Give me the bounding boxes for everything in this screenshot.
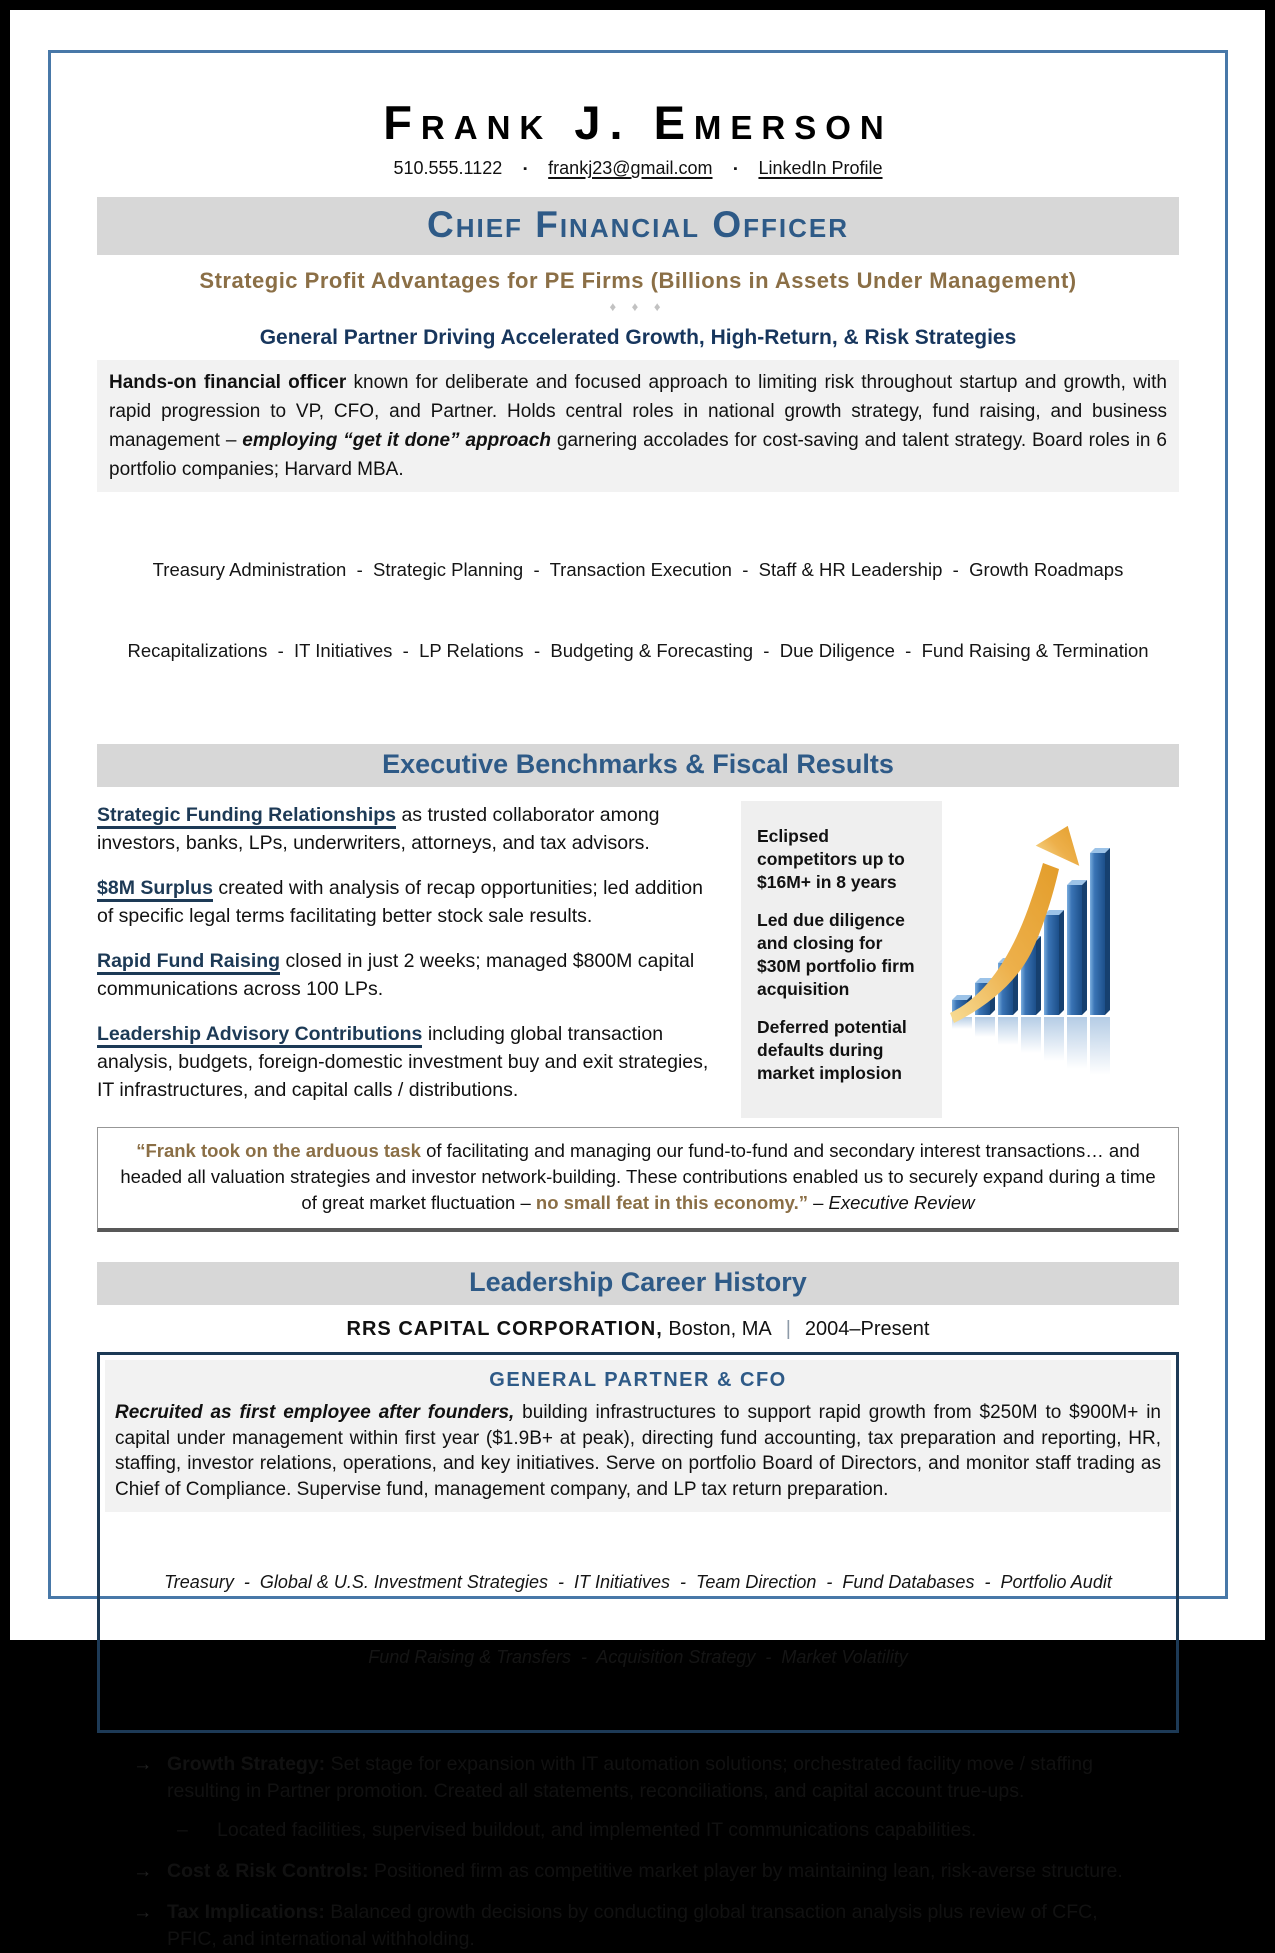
job-title-banner: Chief Financial Officer [97,197,1179,255]
testimonial-quote [97,1127,1179,1232]
highlights-sidebar [741,801,942,1118]
benchmark-item [97,947,715,1003]
bar-growth-arrow-icon [948,817,1120,1079]
summary-lead: Hands-on financial officer [109,372,347,393]
role-box [97,1352,1179,1733]
quote-attribution-dash: – [807,1192,829,1213]
bullet-item [133,1899,1145,1953]
bullet-label: Tax Implications: [167,1901,325,1923]
page-border-frame [48,50,1228,1950]
role-text-run: building infrastructures to support rapid growth from $250M to $900M+ in capital under management within first year ($1.9B+ at peak), directing fund accounting, tax preparation and reporting, HR, staffing, investor relations, operations, and key initiatives. Serve on portfolio Board of Directors, and monitor staff trading as Chief of Compliance. Supervise fund, management company, and LP tax return preparation. [115,1402,1161,1500]
summary-text-run: known for deliberate and focused approach to limiting risk throughout startup and growth, with rapid progression to VP, CFO, and Partner. Holds central roles in national growth strategy, fund raising, and business management – [109,372,1167,451]
benchmark-item [97,874,715,930]
benchmark-item-title: Strategic Funding Relationships [97,804,396,829]
role-keywords [105,1512,1171,1730]
company-location: Boston, MA [662,1318,772,1340]
role-keywords-line: Fund Raising & Transfers - Acquisition Strategy - Market Volatility [368,1647,908,1667]
bullet-item [133,1858,1145,1885]
role-description-zone [105,1360,1171,1512]
square-separator-icon: ▪ [523,163,528,175]
diamonds-separator-icon: ♦ ♦ ♦ [609,299,667,314]
growth-chart-image [948,801,1120,1084]
summary-text-run: garnering accolades for cost-saving and talent strategy. Board roles in 6 portfolio companies; Harvard MBA. [109,430,1167,480]
divider-pipe: | [785,1318,791,1340]
candidate-name: Frank J. Emerson [383,96,893,149]
company-line [97,1318,1179,1341]
summary-paragraph [97,360,1179,492]
arrow-bullet-icon: → [133,1860,153,1882]
benchmark-item [97,801,715,857]
benchmark-item-text: closed in just 2 weeks; managed $800M capital communications across 100 LPs. [97,950,695,1000]
tagline: Strategic Profit Advantages for PE Firms (Billions in Assets Under Management) [199,268,1077,293]
benchmark-item-title: Rapid Fund Raising [97,950,280,975]
highlight-item: Deferred potential defaults during market implosion [757,1017,907,1083]
bullet-label: Growth Strategy: [167,1753,326,1775]
dash-bullet-icon: – [177,1819,188,1841]
contact-row [97,158,1179,179]
role-lead: Recruited as first employee after founders, [115,1402,515,1423]
employment-dates: 2004–Present [804,1318,930,1340]
resume-content [51,53,1225,1950]
highlight-item: Led due diligence and closing for $30M portfolio firm acquisition [757,910,915,999]
linkedin-link[interactable]: LinkedIn Profile [758,158,883,178]
role-keywords-line: Treasury - Global & U.S. Investment Strategies - IT Initiatives - Team Direction - Fund Databases - Portfolio Audit [164,1572,1112,1592]
quote-attribution: Executive Review [828,1192,975,1213]
keywords-line: Treasury Administration - Strategic Planning - Transaction Execution - Staff & HR Leadership - Growth Roadmaps [152,559,1124,580]
benchmarks-section-banner: Executive Benchmarks & Fiscal Results [97,744,1179,787]
benchmark-item-text: including global transaction analysis, budgets, foreign-domestic investment buy and exit strategies, IT infrastructures, and capital calls / distributions. [97,1023,709,1101]
bullet-text-run: Positioned firm as competitive market player by maintaining lean, risk-averse structure. [368,1860,1123,1882]
email-link[interactable]: frankj23@gmail.com [548,158,713,178]
value-subheading: General Partner Driving Accelerated Growth, High-Return, & Risk Strategies [259,326,1017,349]
company-name: RRS CAPITAL CORPORATION, [346,1318,663,1340]
sub-bullet-item [177,1817,1145,1844]
quote-highlight: “Frank took on the arduous task [136,1140,421,1161]
benchmark-item [97,1020,715,1104]
bullet-text [167,1858,1123,1885]
benchmark-item-text: as trusted collaborator among investors, banks, LPs, underwriters, attorneys, and tax advisors. [97,804,660,854]
quote-highlight: no small feat in this economy.” [535,1192,808,1213]
benchmark-item-title: $8M Surplus [97,877,213,902]
benchmark-item-title: Leadership Advisory Contributions [97,1023,422,1048]
keywords-line: Recapitalizations - IT Initiatives - LP Relations - Budgeting & Forecasting - Due Diligence - Fund Raising & Termination [127,640,1149,661]
bullet-text [167,1751,1145,1805]
quote-text-run: of facilitating and managing our fund-to-fund and secondary interest transactions… and headed all valuation strategies and investor network-building. These contributions enabled us to securely expand during a time of great market fluctuation – [120,1140,1156,1213]
benchmarks-columns [97,801,1179,1121]
benchmark-item-text: created with analysis of recap opportunities; led addition of specific legal terms facilitating better stock sale results. [97,877,703,927]
bullet-label: Cost & Risk Controls: [167,1860,369,1882]
highlight-item: Eclipsed competitors up to $16M+ in 8 years [757,826,905,892]
bullet-text [167,1899,1145,1953]
career-section-banner: Leadership Career History [97,1262,1179,1305]
role-paragraph [115,1400,1161,1502]
sub-bullet-text: Located facilities, supervised buildout, and implemented IT communications capabilities. [217,1819,977,1841]
arrow-bullet-icon: → [133,1901,153,1923]
square-separator-icon: ▪ [733,163,738,175]
summary-emphasis: employing “get it done” approach [242,430,551,451]
bullet-text-run: Set stage for expansion with IT automation solutions; orchestrated facility move / staffing resulting in Partner promotion. Created all statements, reconciliations, and capital account true-ups. [167,1753,1093,1802]
role-title: GENERAL PARTNER & CFO [489,1369,787,1391]
benchmarks-list [97,801,715,1121]
achievement-bullets [97,1751,1179,1953]
keywords-block [97,502,1179,718]
phone-number: 510.555.1122 [393,158,503,178]
bullet-text-run: Balanced growth decisions by conducting global transaction analysis plus review of CFC, PFIC, and international withholding. [167,1901,1098,1950]
bullet-item [133,1751,1145,1805]
arrow-bullet-icon: → [133,1753,153,1775]
